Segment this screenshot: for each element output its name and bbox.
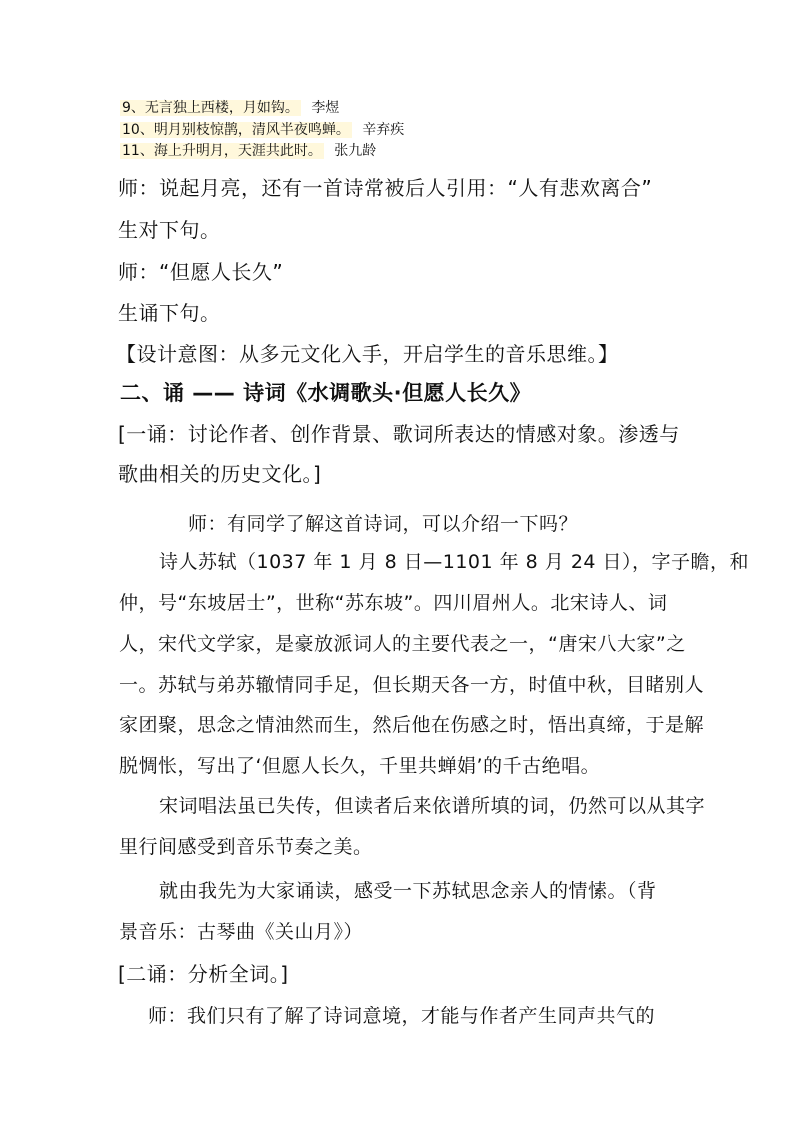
poem-text: 10、明月别枝惊鹊，清风半夜鸣蝉。 bbox=[122, 122, 350, 138]
teacher-line: 师：“但愿人长久” bbox=[118, 260, 284, 284]
discussion-note: 歌曲相关的历史文化。] bbox=[118, 462, 322, 486]
poem-author: 李煜 bbox=[311, 100, 340, 116]
poem-author: 张九龄 bbox=[334, 143, 377, 159]
paragraph-line: 人，宋代文学家，是豪放派词人的主要代表之一，“唐宋八大家”之 bbox=[119, 633, 686, 655]
teacher-line: 师：我们只有了解了诗词意境，才能与作者产生同声共气的 bbox=[148, 1005, 656, 1027]
paragraph-line: 里行间感受到音乐节奏之美。 bbox=[119, 836, 373, 858]
section-heading: 二、诵 —— 诗词《水调歌头·但愿人长久》 bbox=[120, 381, 532, 405]
paragraph-line: 家团聚，思念之情油然而生，然后他在伤感之时，悟出真缔，于是解 bbox=[119, 714, 705, 736]
poem-author: 辛弃疾 bbox=[362, 122, 405, 138]
poem-text: 11、海上升明月，天涯共此时。 bbox=[122, 143, 322, 159]
poem-line-10 bbox=[120, 119, 404, 139]
student-line: 生对下句。 bbox=[118, 218, 221, 242]
analysis-note: [二诵：分析全词。] bbox=[118, 962, 289, 986]
paragraph-line: 脱惆怅，写出了‘但愿人长久，千里共蝉娟’的千古绝唱。 bbox=[119, 755, 601, 777]
paragraph-line: 就由我先为大家诵读，感受一下苏轼思念亲人的情愫。（背 bbox=[159, 880, 657, 902]
teacher-question: 师：有同学了解这首诗词，可以介绍一下吗？ bbox=[188, 513, 579, 535]
poem-text: 9、无言独上西楼，月如钩。 bbox=[122, 100, 299, 116]
design-intent: 【设计意图：从多元文化入手，开启学生的音乐思维。】 bbox=[116, 342, 619, 366]
paragraph-line: 景音乐：古琴曲《关山月》） bbox=[119, 921, 364, 943]
student-line: 生诵下句。 bbox=[118, 301, 221, 325]
teacher-line: 师：说起月亮，还有一首诗常被后人引用：“人有悲欢离合” bbox=[118, 176, 653, 200]
paragraph-line: 仲，号“东坡居士”，世称“苏东坡”。四川眉州人。北宋诗人、词 bbox=[119, 592, 668, 614]
paragraph-line: 一。苏轼与弟苏辙情同手足，但长期天各一方，时值中秋，目睹别人 bbox=[119, 674, 705, 696]
paragraph-line: 诗人苏轼（1037 年 1 月 8 日—1101 年 8 月 24 日），字子瞻，和 bbox=[159, 551, 750, 573]
paragraph-line: 宋词唱法虽已失传，但读者后来依谱所填的词，仍然可以从其字 bbox=[159, 795, 706, 817]
poem-line-11 bbox=[120, 140, 376, 160]
discussion-note: [一诵：讨论作者、创作背景、歌词所表达的情感对象。渗透与 bbox=[118, 422, 680, 446]
poem-line-9 bbox=[120, 97, 339, 117]
